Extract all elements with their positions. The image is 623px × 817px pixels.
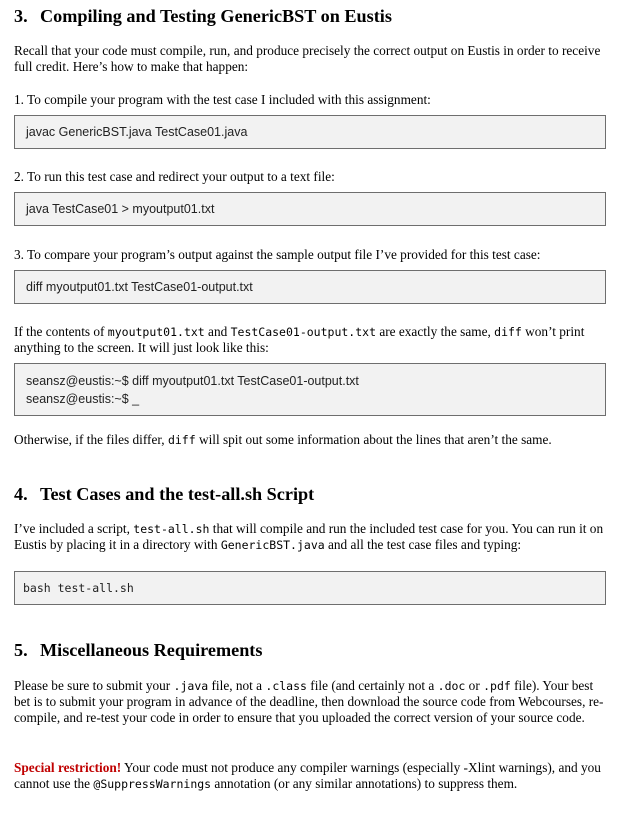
text-run: file (and certainly not a — [306, 678, 438, 693]
terminal-line-1: seansz@eustis:~$ diff myoutput01.txt TestCase01-output.txt — [26, 373, 359, 388]
otherwise-text — [14, 432, 608, 448]
compile-command: javac GenericBST.java TestCase01.java — [26, 125, 248, 139]
section-5-title: Miscellaneous Requirements — [40, 640, 263, 660]
special-restriction-label: Special restriction! — [14, 760, 122, 775]
section-3-heading — [14, 5, 608, 27]
inline-code-doc-ext: .doc — [437, 679, 466, 693]
bash-command: bash test-all.sh — [23, 581, 134, 595]
inline-code-source-file: GenericBST.java — [220, 538, 325, 552]
text-run: Please be sure to submit your — [14, 678, 174, 693]
text-run: are exactly the same, — [376, 324, 495, 339]
text-run: won’t print anything to the screen. It will just look like this: — [14, 324, 585, 355]
run-command: java TestCase01 > myoutput01.txt — [26, 202, 215, 216]
text-run: Your code must not produce any compiler warnings (especially -Xlint warnings), and you cannot use the — [14, 760, 601, 791]
inline-code-script: test-all.sh — [133, 522, 210, 536]
section-5-heading — [14, 639, 608, 661]
section-5-number: 5. — [14, 640, 28, 660]
submission-paragraph — [14, 678, 608, 726]
compile-command-box — [14, 115, 606, 149]
step-1-text: 1. To compile your program with the test case I included with this assignment: — [14, 92, 431, 107]
text-run: Otherwise, if the files differ, — [14, 432, 168, 447]
section-3-number: 3. — [14, 6, 28, 26]
text-run: I’ve included a script, — [14, 521, 134, 536]
text-run: If the contents of — [14, 324, 108, 339]
text-run: file, not a — [208, 678, 266, 693]
inline-code-annotation: @SuppressWarnings — [93, 777, 212, 791]
text-run: annotation (or any similar annotations) to suppress them. — [211, 776, 518, 791]
text-run: will spit out some information about the lines that aren’t the same. — [195, 432, 552, 447]
text-run: that will compile and run the included test case for you. You can run it on Eustis by placing it in a directory with — [14, 521, 604, 552]
diff-command: diff myoutput01.txt TestCase01-output.txt — [26, 280, 253, 294]
section-4-paragraph — [14, 521, 608, 553]
step-3-text: 3. To compare your program’s output against the sample output file I’ve provided for this test case: — [14, 247, 541, 262]
special-restriction-paragraph — [14, 760, 608, 792]
section-3-title: Compiling and Testing GenericBST on Eustis — [40, 6, 392, 26]
section-4-number: 4. — [14, 484, 28, 504]
section-4-heading — [14, 483, 608, 505]
inline-code-diff: diff — [494, 325, 522, 339]
text-run: file). Your best bet is to submit your program in advance of the deadline, then download the source code from Webcourses, re-compile, and re-test your code in order to ensure that you uploaded the correct version of your source code. — [14, 678, 604, 725]
inline-code-diff: diff — [167, 433, 196, 447]
text-run: or — [465, 678, 484, 693]
inline-code-class-ext: .class — [265, 679, 307, 693]
section-4-title: Test Cases and the test-all.sh Script — [40, 484, 315, 504]
inline-code-java-ext: .java — [173, 679, 209, 693]
terminal-output-box — [14, 363, 606, 416]
text-run: and all the test case files and typing: — [324, 537, 522, 552]
step-2-text: 2. To run this test case and redirect your output to a text file: — [14, 169, 335, 184]
terminal-line-2: seansz@eustis:~$ _ — [26, 391, 140, 406]
inline-code-myoutput: myoutput01.txt — [107, 325, 205, 339]
text-run: and — [204, 324, 231, 339]
diff-command-box — [14, 270, 606, 304]
diff-explanation — [14, 324, 608, 356]
bash-command-box — [14, 571, 606, 605]
run-command-box — [14, 192, 606, 226]
section-3-intro: Recall that your code must compile, run, and produce precisely the correct output on Eustis in order to receive full credit. Here’s how to make that happen: — [14, 43, 601, 74]
inline-code-expected-output: TestCase01-output.txt — [230, 325, 376, 339]
inline-code-pdf-ext: .pdf — [483, 679, 511, 693]
